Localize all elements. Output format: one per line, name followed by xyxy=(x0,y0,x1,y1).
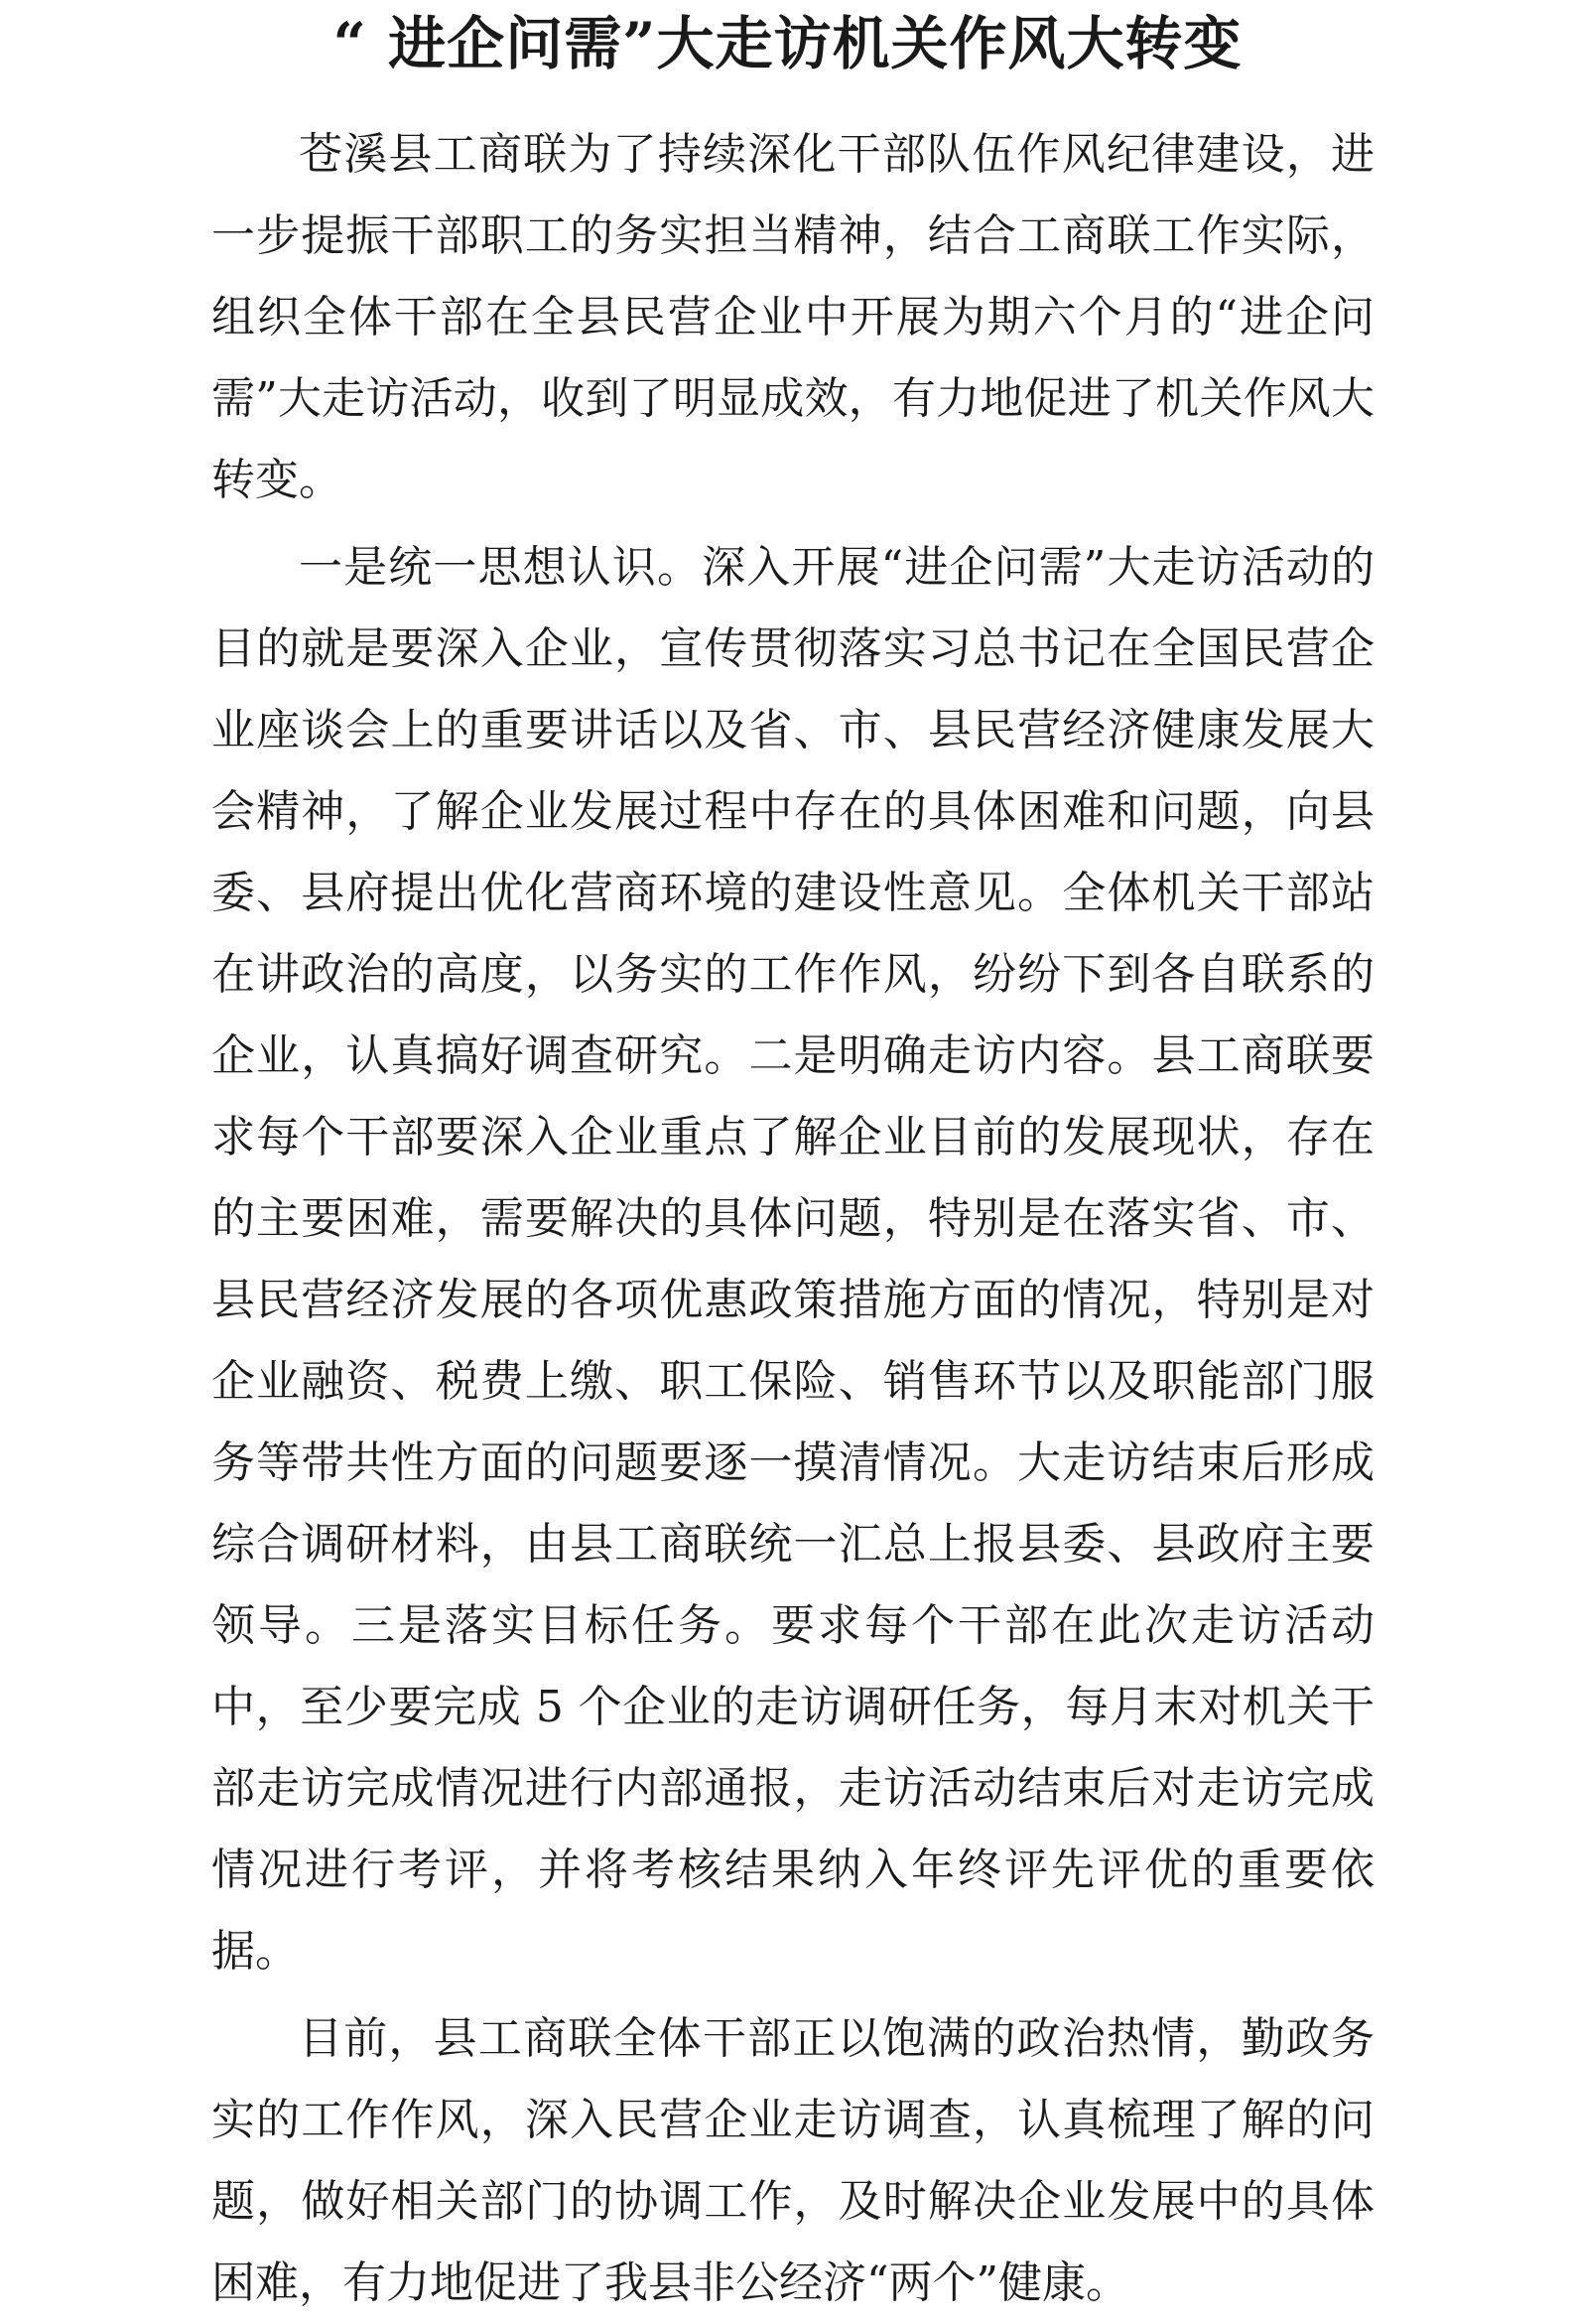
paragraph-measures: 一是统一思想认识。深入开展“进企问需”大走访活动的目的就是要深入企业，宣传贯彻落实习总书记在全国民营企业座谈会上的重要讲话以及省、市、县民营经济健康发展大会精神，了解企业发展过程中存在的具体困难和问题，向县委、县府提出优化营商环境的建设性意见。全体机关干部站在讲政治的高度，以务实的工作作风，纷纷下到各自联系的企业，认真搞好调查研究。二是明确走访内容。县工商联要求每个干部要深入企业重点了解企业目前的发展现状，存在的主要困难，需要解决的具体问题，特别是在落实省、市、县民营经济发展的各项优惠政策措施方面的情况，特别是对企业融资、税费上缴、职工保险、销售环节以及职能部门服务等带共性方面的问题要逐一摸清情况。大走访结束后形成综合调研材料，由县工商联统一汇总上报县委、县政府主要领导。三是落实目标任务。要求每个干部在此次走访活动中，至少要完成 5 个企业的走访调研任务，每月末对机关干部走访完成情况进行内部通报，走访活动结束后对走访完成情况进行考评，并将考核结果纳入年终评先评优的重要依据。 xyxy=(211,542,1375,1977)
paragraph-conclusion: 目前，县工商联全体干部正以饱满的政治热情，勤政务实的工作作风，深入民营企业走访调查，认真梳理了解的问题，做好相关部门的协调工作，及时解决企业发展中的具体困难，有力地促进了我县非公经济“两个”健康。 xyxy=(211,2013,1375,2308)
page-title: “ 进企问需”大走访机关作风大转变 xyxy=(332,10,1243,77)
paragraph-intro: 苍溪县工商联为了持续深化干部队伍作风纪律建设，进一步提振干部职工的务实担当精神，结合工商联工作实际，组织全体干部在全县民营企业中开展为期六个月的“进企问需”大走访活动，收到了明显成效，有力地促进了机关作风大转变。 xyxy=(211,129,1375,505)
article-body xyxy=(211,114,1375,2324)
